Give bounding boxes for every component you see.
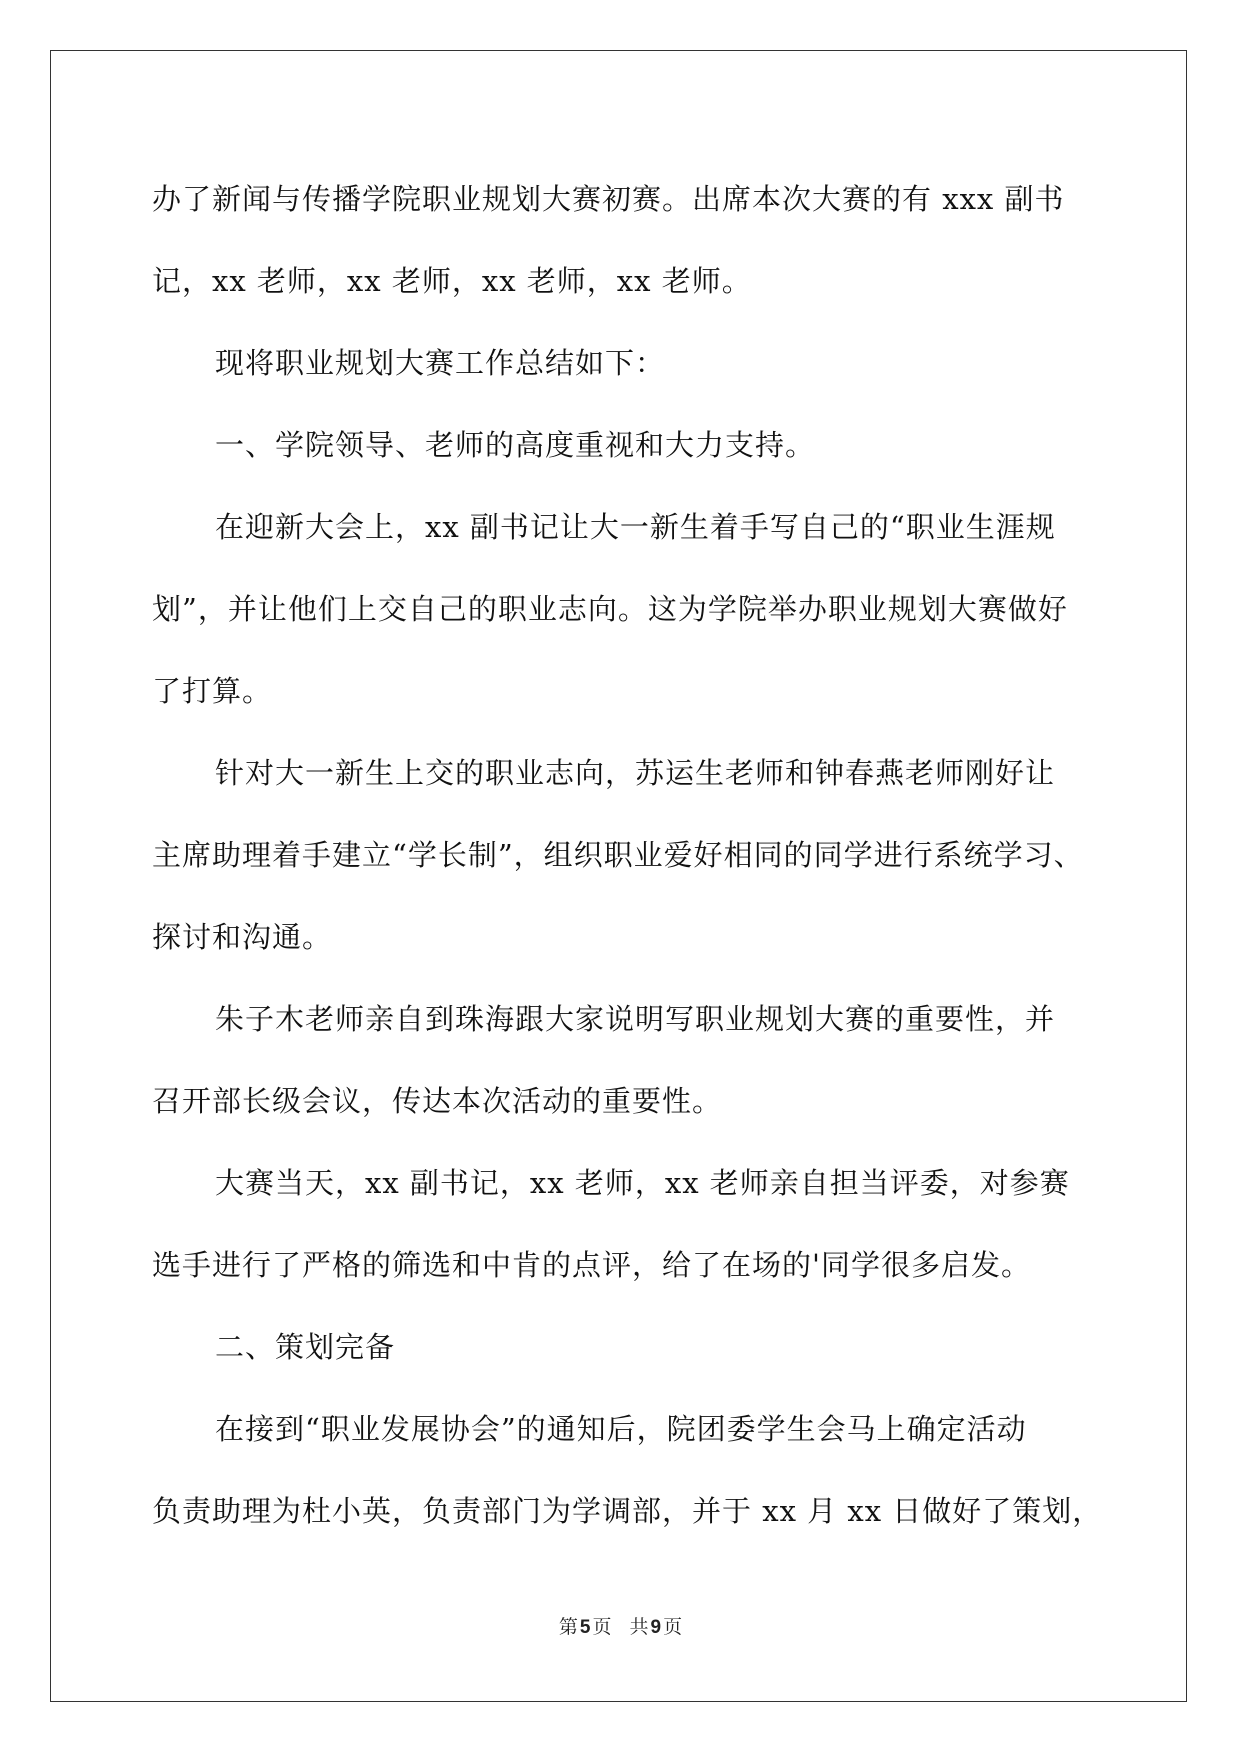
text-line: 针对大一新生上交的职业志向，苏运生老师和钟春燕老师刚好让	[215, 756, 1056, 790]
text-line: 在迎新大会上，xx 副书记让大一新生着手写自己的“职业生涯规	[215, 510, 1056, 544]
text-line: 现将职业规划大赛工作总结如下：	[215, 346, 666, 380]
text-line: 办了新闻与传播学院职业规划大赛初赛。出席本次大赛的有 xxx 副书	[152, 182, 1065, 216]
text-line: 负责助理为杜小英，负责部门为学调部，并于 xx 月 xx 日做好了策划，	[152, 1494, 1103, 1528]
text-line: 一、学院领导、老师的高度重视和大力支持。	[215, 428, 816, 462]
text-line: 在接到“职业发展协会”的通知后，院团委学生会马上确定活动	[215, 1412, 1027, 1446]
text-line: 朱子木老师亲自到珠海跟大家说明写职业规划大赛的重要性，并	[215, 1002, 1056, 1036]
text-line: 大赛当天，xx 副书记，xx 老师，xx 老师亲自担当评委，对参赛	[215, 1166, 1070, 1200]
text-line: 二、策划完备	[215, 1330, 396, 1364]
text-line: 探讨和沟通。	[152, 920, 333, 954]
total-page-count: 9	[650, 1617, 662, 1638]
text-line: 召开部长级会议，传达本次活动的重要性。	[152, 1084, 723, 1118]
current-page-number: 5	[579, 1617, 591, 1638]
footer-total-suffix: 页	[663, 1616, 683, 1638]
text-line: 了打算。	[152, 674, 273, 708]
text-line: 选手进行了严格的筛选和中肯的点评，给了在场的'同学很多启发。	[152, 1248, 1031, 1282]
footer-total-prefix: 共	[629, 1616, 649, 1638]
document-body	[152, 158, 1103, 1552]
page-footer	[0, 1612, 1241, 1639]
text-line: 记，xx 老师，xx 老师，xx 老师，xx 老师。	[152, 264, 752, 298]
footer-page-suffix: 页	[592, 1616, 612, 1638]
text-line: 划”，并让他们上交自己的职业志向。这为学院举办职业规划大赛做好	[152, 592, 1068, 626]
text-line: 主席助理着手建立“学长制”，组织职业爱好相同的同学进行系统学习、	[152, 838, 1084, 872]
footer-prefix: 第	[558, 1616, 578, 1638]
